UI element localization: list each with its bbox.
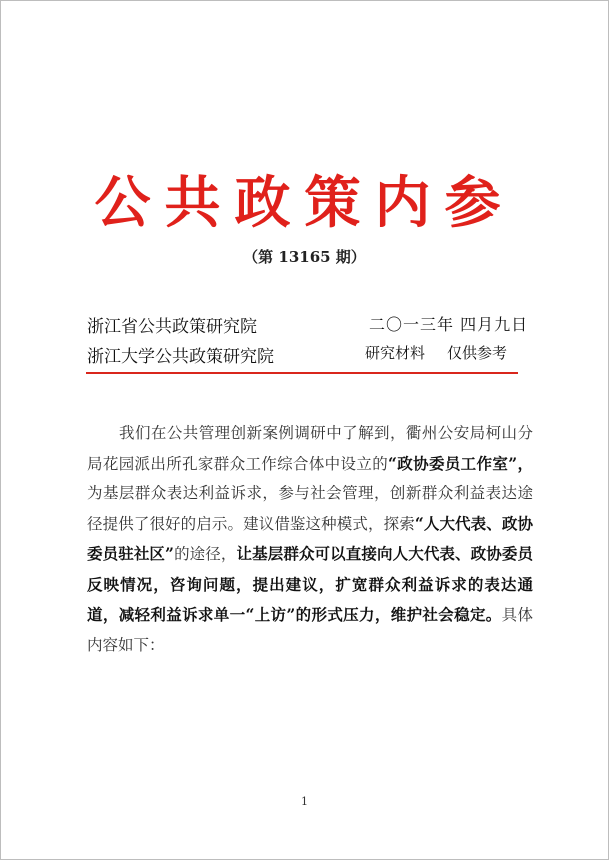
header-note-reference: 仅供参考 bbox=[447, 344, 508, 362]
header-date: 二〇一三年 四月九日 bbox=[369, 315, 529, 334]
document-title: 公共政策内参 bbox=[94, 170, 515, 236]
body-seg-6-bold: 让基层群众可以直接向人大代表、政协委员反映情况，咨询问题，提出建议，扩宽群众利益诉求的表达通道，减轻利益诉求单一“上访”的形式压力，维护社会稳定。 bbox=[87, 544, 533, 624]
header-org-1: 浙江省公共政策研究院 bbox=[87, 317, 257, 337]
body-seg-5: 的途径， bbox=[173, 545, 237, 563]
body-seg-7: 具体内容如下： bbox=[87, 606, 533, 654]
issue-number: （第 13165 期） bbox=[243, 248, 366, 266]
body-paragraph bbox=[87, 419, 533, 660]
body-seg-1: 我们在公共管理创新案例调研中了解到，衢州公安局柯山分局花园派出所孔家群众工作综合体中设立的 bbox=[87, 424, 533, 473]
header-note-research: 研究材料 bbox=[365, 344, 426, 362]
header-org-2: 浙江大学公共政策研究院 bbox=[87, 347, 274, 367]
red-divider bbox=[86, 372, 518, 374]
body-seg-2-bold: “政协委员工作室”， bbox=[388, 453, 533, 473]
body-seg-4-bold: “人大代表、政协委员驻社区” bbox=[87, 513, 533, 563]
body-seg-3: 为基层群众表达利益诉求，参与社会管理，创新群众利益表达途径提供了很好的启示。建议借鉴这种模式，探索 bbox=[87, 484, 533, 533]
page-number: 1 bbox=[301, 795, 308, 808]
header-notes bbox=[365, 342, 507, 363]
